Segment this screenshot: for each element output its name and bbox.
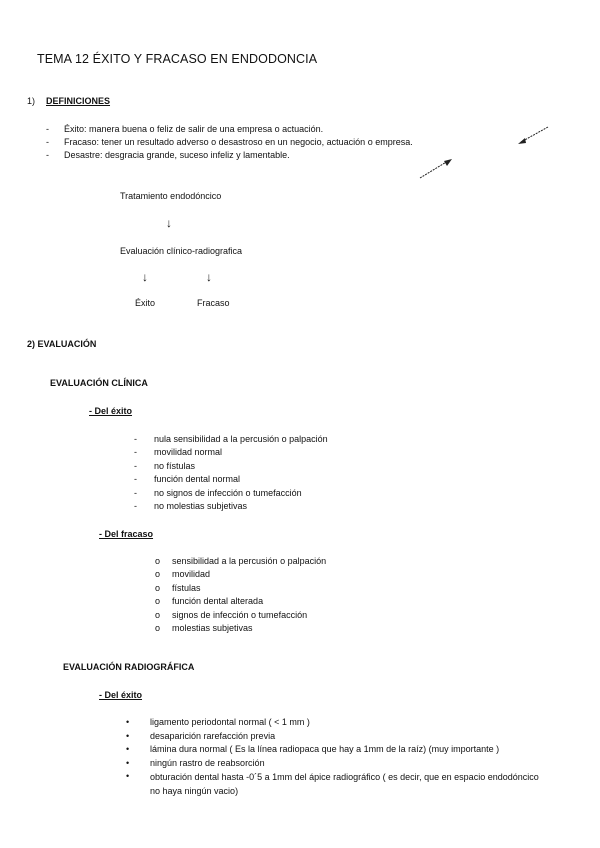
page-title: TEMA 12 ÉXITO Y FRACASO EN ENDODONCIA: [37, 52, 318, 66]
bullet-icon: •: [126, 758, 130, 768]
list-marker-o: o: [155, 623, 161, 633]
definition-text: Fracaso: tener un resultado adverso o desastroso en un negocio, actuación o empresa.: [64, 137, 413, 147]
definition-item: [46, 137, 413, 147]
section-number: 1): [27, 96, 36, 106]
flow-evaluation: Evaluación clínico-radiografica: [120, 246, 243, 256]
list-item: - no molestias subjetivas: [134, 501, 248, 511]
definition-text: Desastre: desgracia grande, suceso infeliz y lamentable.: [64, 150, 290, 160]
group-label-exito-radiografico: - Del éxito: [99, 690, 143, 700]
list-item: o fístulas: [155, 583, 201, 593]
list-item: - nula sensibilidad a la percusión o palpación: [134, 434, 328, 444]
list-dash: -: [46, 137, 49, 147]
down-arrow-icon: ↓: [206, 270, 212, 284]
list-marker-o: o: [155, 610, 161, 620]
section-heading-text: DEFINICIONES: [46, 96, 111, 106]
bullet-icon: •: [126, 731, 130, 741]
list-dash: -: [134, 474, 137, 484]
section-heading-evaluacion: 2) EVALUACIÓN: [27, 339, 97, 349]
group-label-exito: - Del éxito: [89, 406, 133, 416]
list-marker-o: o: [155, 569, 161, 579]
list-item: o molestias subjetivas: [155, 623, 253, 633]
list-item: • obturación dental hasta -0´5 a 1mm del ápice radiográfico ( es decir, que en espacio endodóncico no haya ningún vacio): [126, 771, 550, 798]
list-item: - movilidad normal: [134, 447, 223, 457]
bullet-icon: •: [126, 771, 130, 781]
diagonal-arrow-icon: [416, 156, 456, 182]
list-item: o signos de infección o tumefacción: [155, 610, 308, 620]
list-item: • desaparición rarefacción previa: [126, 731, 276, 741]
down-arrow-icon: ↓: [142, 270, 148, 284]
section-heading-definiciones: [27, 96, 110, 106]
list-item: • ligamento periodontal normal ( < 1 mm ): [126, 717, 310, 727]
flow-failure: Fracaso: [197, 298, 230, 308]
list-dash: -: [134, 447, 137, 457]
definition-item: [46, 124, 323, 134]
list-dash: -: [46, 150, 49, 160]
list-item: - no fístulas: [134, 461, 196, 471]
bullet-icon: •: [126, 717, 130, 727]
list-item: • lámina dura normal ( Es la línea radiopaca que hay a 1mm de la raíz) (muy importante ): [126, 744, 500, 754]
subsection-heading-clinica: EVALUACIÓN CLÍNICA: [50, 378, 148, 388]
list-item: - función dental normal: [134, 474, 241, 484]
list-item: • ningún rastro de reabsorción: [126, 758, 265, 768]
flow-treatment: Tratamiento endodóncico: [120, 191, 222, 201]
list-item: - no signos de infección o tumefacción: [134, 488, 302, 498]
down-arrow-icon: ↓: [166, 216, 172, 230]
list-marker-o: o: [155, 556, 161, 566]
bullet-icon: •: [126, 744, 130, 754]
subsection-heading-radiografica: EVALUACIÓN RADIOGRÁFICA: [63, 662, 195, 672]
list-dash: -: [134, 488, 137, 498]
diagonal-arrow-icon: [514, 124, 552, 146]
group-label-fracaso: - Del fracaso: [99, 529, 154, 539]
flow-success: Éxito: [135, 298, 156, 308]
list-dash: -: [46, 124, 49, 134]
definition-text: Éxito: manera buena o feliz de salir de una empresa o actuación.: [64, 124, 324, 134]
definition-item: [46, 150, 290, 160]
list-dash: -: [134, 434, 137, 444]
list-item: o movilidad: [155, 569, 211, 579]
list-dash: -: [134, 501, 137, 511]
list-item: o función dental alterada: [155, 596, 264, 606]
list-item: o sensibilidad a la percusión o palpación: [155, 556, 327, 566]
list-marker-o: o: [155, 583, 161, 593]
list-marker-o: o: [155, 596, 161, 606]
list-dash: -: [134, 461, 137, 471]
